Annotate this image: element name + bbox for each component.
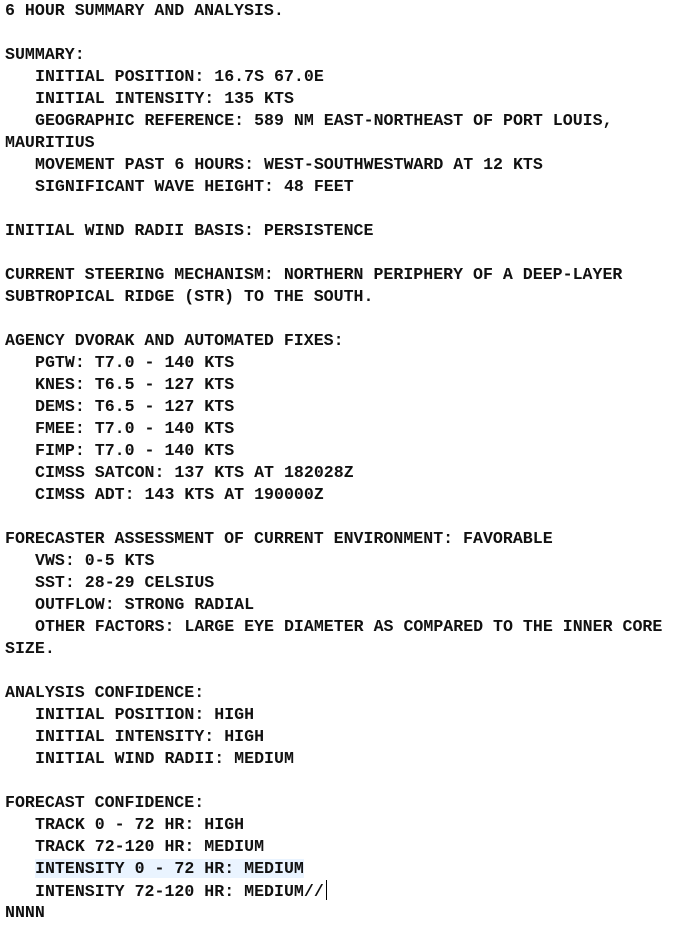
fixes-heading: AGENCY DVORAK AND AUTOMATED FIXES:: [5, 331, 344, 350]
fix-item: FMEE: T7.0 - 140 KTS: [35, 419, 235, 438]
wave-height-line: SIGNIFICANT WAVE HEIGHT: 48 FEET: [35, 177, 354, 196]
fix-item: FIMP: T7.0 - 140 KTS: [35, 441, 235, 460]
analysis-confidence-item: INITIAL INTENSITY: HIGH: [35, 727, 265, 746]
blank-line: [5, 198, 673, 220]
analysis-confidence-item: INITIAL POSITION: HIGH: [35, 705, 255, 724]
text-cursor: [326, 880, 327, 900]
forecast-confidence-item: [5, 858, 673, 880]
document-title: 6 HOUR SUMMARY AND ANALYSIS.: [5, 1, 284, 20]
other-factors-continuation: SIZE.: [5, 639, 55, 658]
fix-item: DEMS: T6.5 - 127 KTS: [35, 397, 235, 416]
wind-radii-basis-line: INITIAL WIND RADII BASIS: PERSISTENCE: [5, 221, 374, 240]
sst-line: SST: 28-29 CELSIUS: [35, 573, 215, 592]
fix-item: PGTW: T7.0 - 140 KTS: [35, 353, 235, 372]
geographic-reference-line: GEOGRAPHIC REFERENCE: 589 NM EAST-NORTHEAST OF PORT LOUIS,: [35, 111, 613, 130]
blank-line: [5, 506, 673, 528]
forecast-confidence-item[interactable]: [5, 880, 673, 902]
blank-line: [5, 242, 673, 264]
initial-position-line: INITIAL POSITION: 16.7S 67.0E: [35, 67, 324, 86]
end-marker: NNNN: [5, 903, 45, 922]
movement-line: MOVEMENT PAST 6 HOURS: WEST-SOUTHWESTWARD AT 12 KTS: [35, 155, 543, 174]
blank-line: [5, 308, 673, 330]
blank-line: [5, 22, 673, 44]
selected-text-highlight: INTENSITY 0 - 72 HR: MEDIUM: [35, 859, 304, 878]
fix-item: KNES: T6.5 - 127 KTS: [35, 375, 235, 394]
blank-line: [5, 660, 673, 682]
geographic-reference-continuation: MAURITIUS: [5, 133, 95, 152]
vws-line: VWS: 0-5 KTS: [35, 551, 155, 570]
analysis-confidence-heading: ANALYSIS CONFIDENCE:: [5, 683, 205, 702]
blank-line: [5, 770, 673, 792]
forecast-confidence-item: TRACK 72-120 HR: MEDIUM: [35, 837, 265, 856]
forecast-confidence-item: TRACK 0 - 72 HR: HIGH: [35, 815, 245, 834]
outflow-line: OUTFLOW: STRONG RADIAL: [35, 595, 255, 614]
other-factors-line: OTHER FACTORS: LARGE EYE DIAMETER AS COMPARED TO THE INNER CORE: [35, 617, 663, 636]
bulletin-text: [5, 0, 673, 924]
fix-item: CIMSS ADT: 143 KTS AT 190000Z: [35, 485, 324, 504]
analysis-confidence-item: INITIAL WIND RADII: MEDIUM: [35, 749, 294, 768]
steering-continuation: SUBTROPICAL RIDGE (STR) TO THE SOUTH.: [5, 287, 374, 306]
fix-item: CIMSS SATCON: 137 KTS AT 182028Z: [35, 463, 354, 482]
summary-heading: SUMMARY:: [5, 45, 85, 64]
environment-heading: FORECASTER ASSESSMENT OF CURRENT ENVIRONMENT: FAVORABLE: [5, 529, 553, 548]
steering-line: CURRENT STEERING MECHANISM: NORTHERN PERIPHERY OF A DEEP-LAYER: [5, 265, 623, 284]
forecast-confidence-last: INTENSITY 72-120 HR: MEDIUM//: [35, 882, 324, 901]
forecast-confidence-heading: FORECAST CONFIDENCE:: [5, 793, 205, 812]
initial-intensity-line: INITIAL INTENSITY: 135 KTS: [35, 89, 294, 108]
